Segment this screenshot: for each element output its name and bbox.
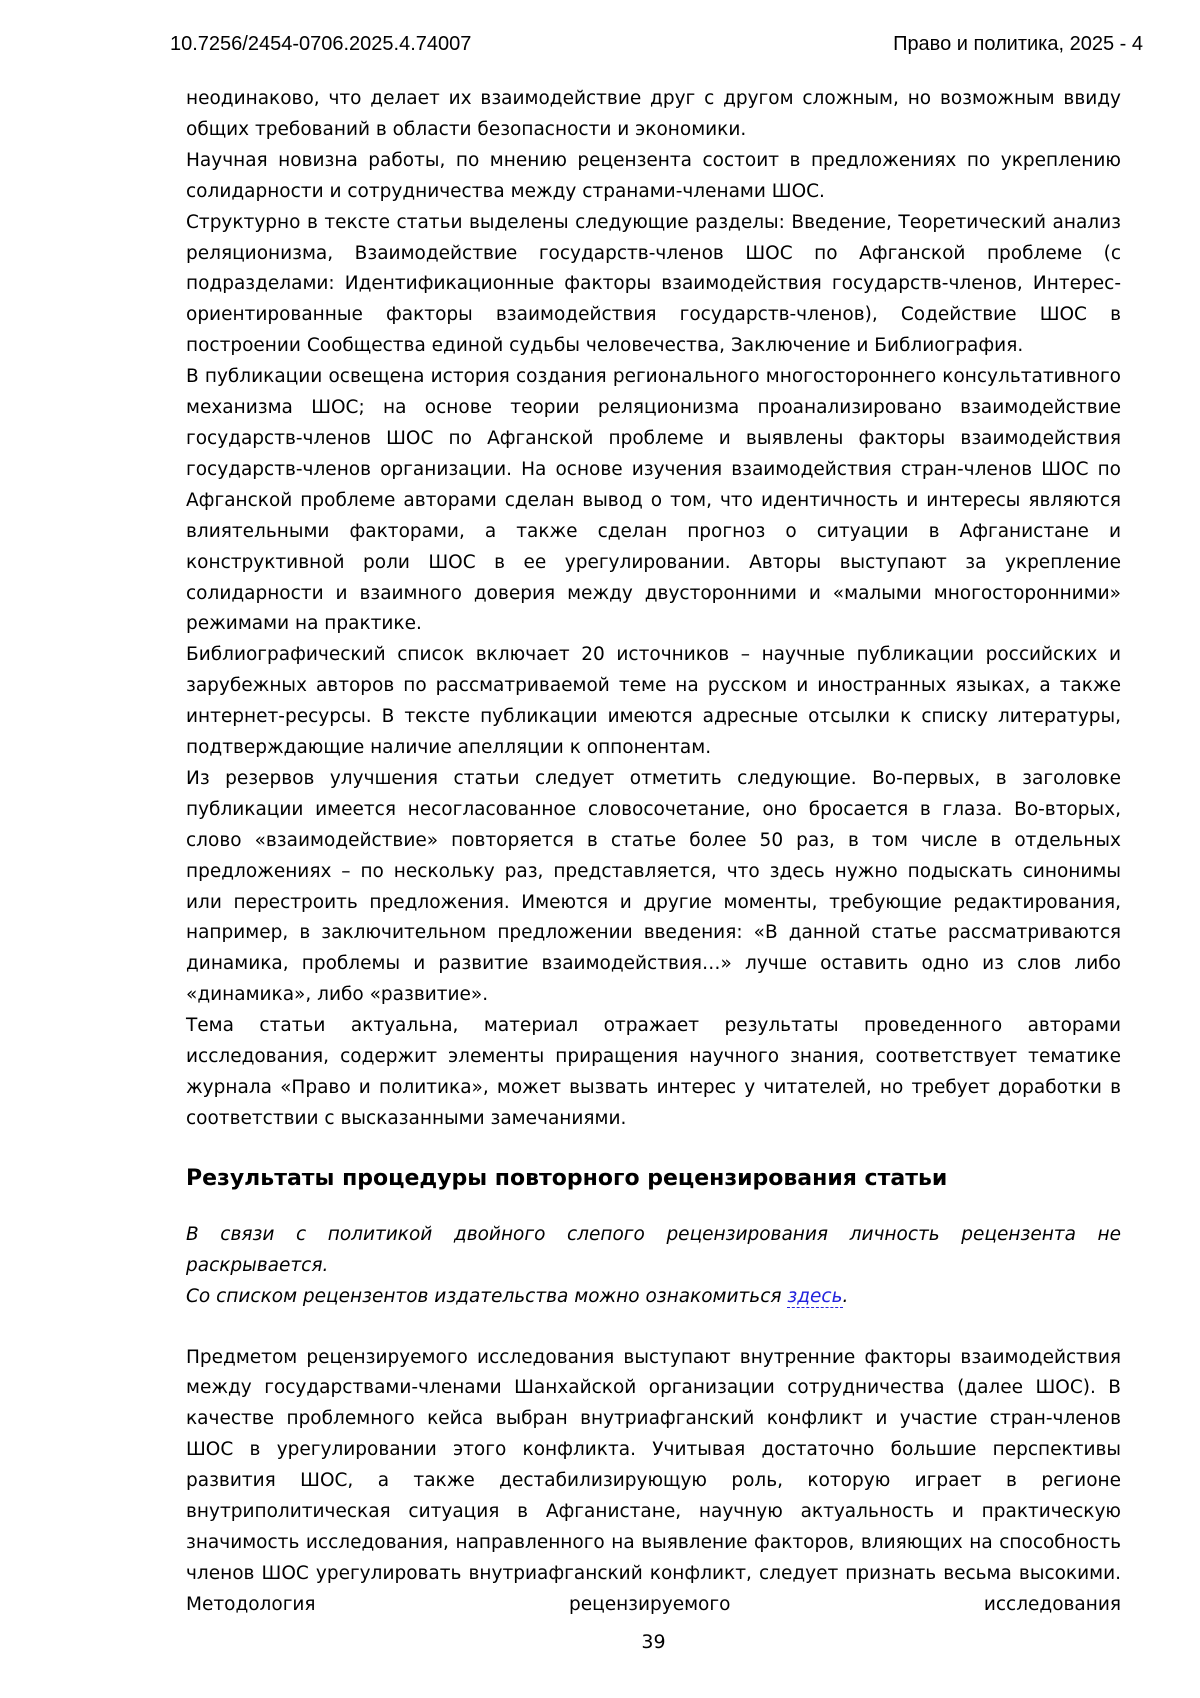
reviewer-list-note	[186, 1282, 1121, 1313]
journal-issue-text: Право и политика, 2025 - 4	[893, 33, 1143, 55]
doi-text: 10.7256/2454-0706.2025.4.74007	[170, 33, 472, 55]
reviewer-list-note-period: .	[842, 1285, 849, 1307]
review-paragraph: Библиографический список включает 20 источников – научные публикации российских и зарубежных авторов по рассматриваемой теме на русском и иностранных языках, а также интернет-ресурсы. В тексте публикации имеются адресные отсылки к списку литературы, подтверждающие наличие апелляции к оппонентам.	[186, 644, 1121, 759]
review-paragraph: Тема статьи актуальна, материал отражает результаты проведенного авторами исследования, содержит элементы приращения научного знания, соответствует тематике журнала «Право и политика», может вызвать интерес у читателей, но требует доработки в соответствии с высказанными замечаниями.	[186, 1015, 1121, 1129]
reviewer-list-note-text: Со списком рецензентов издательства можно ознакомиться	[186, 1285, 788, 1307]
section-heading: Результаты процедуры повторного рецензирования статьи	[186, 1165, 948, 1191]
page-footer	[186, 1631, 1121, 1653]
review-paragraph: Научная новизна работы, по мнению рецензента состоит в предложениях по укреплению солидарности и сотрудничества между странами-членами ШОС.	[186, 149, 1121, 202]
page-header	[170, 32, 1143, 56]
review-paragraph: Из резервов улучшения статьи следует отметить следующие. Во-первых, в заголовке публикации имеется несогласованное словосочетание, оно бросается в глаза. Во-вторых, слово «взаимодействие» повторяется в статье более 50 раз, в том числе в отдельных предложениях – по нескольку раз, представляется, что здесь нужно подыскать синонимы или перестроить предложения. Имеются и другие моменты, требующие редактирования, например, в заключительном предложении введения: «В данной статье рассматриваются динамика, проблемы и развитие взаимодействия…» лучше оставить одно из слов либо «динамика», либо «развитие».	[186, 767, 1121, 1006]
anonymity-notice: В связи с политикой двойного слепого рецензирования личность рецензента не раскрывается.	[186, 1223, 1121, 1276]
review-paragraph: Предметом рецензируемого исследования выступают внутренние факторы взаимодействия между государствами-членами Шанхайской организации сотрудничества (далее ШОС). В качестве проблемного кейса выбран внутриафганский конфликт и участие стран-членов ШОС в урегулировании этого конфликта. Учитывая достаточно большие перспективы развития ШОС, а также дестабилизирующую роль, которую играет в регионе внутриполитическая ситуация в Афганистане, научную актуальность и практическую значимость исследования, направленного на выявление факторов, влияющих на способность членов ШОС урегулировать внутриафганский конфликт, следует признать весьма высокими. Методология рецензируемого исследования	[186, 1346, 1121, 1615]
review-paragraph: Структурно в тексте статьи выделены следующие разделы: Введение, Теоретический анализ реляционизма, Взаимодействие государств-членов ШОС по Афганской проблеме (с подразделами: Идентификационные факторы взаимодействия государств-членов, Интерес-ориентированные факторы взаимодействия государств-членов), Содействие ШОС в построении Сообщества единой судьбы человечества, Заключение и Библиография.	[186, 211, 1121, 357]
reviewer-list-link[interactable]: здесь	[787, 1285, 843, 1307]
page-number: 39	[641, 1631, 666, 1653]
review-paragraph: В публикации освещена история создания регионального многостороннего консультативного механизма ШОС; на основе теории реляционизма проанализировано взаимодействие государств-членов ШОС по Афганской проблеме и выявлены факторы взаимодействия государств-членов организации. На основе изучения взаимодействия стран-членов ШОС по Афганской проблеме авторами сделан вывод о том, что идентичность и интересы являются влиятельными факторами, а также сделан прогноз о ситуации в Афганистане и конструктивной роли ШОС в ее урегулировании. Авторы выступают за укрепление солидарности и взаимного доверия между двусторонними и «малыми многосторонними» режимами на практике.	[186, 366, 1121, 635]
document-body	[186, 84, 1121, 1621]
review-paragraph: неодинаково, что делает их взаимодействие друг с другом сложным, но возможным ввиду общих требований в области безопасности и экономики.	[186, 88, 1121, 140]
